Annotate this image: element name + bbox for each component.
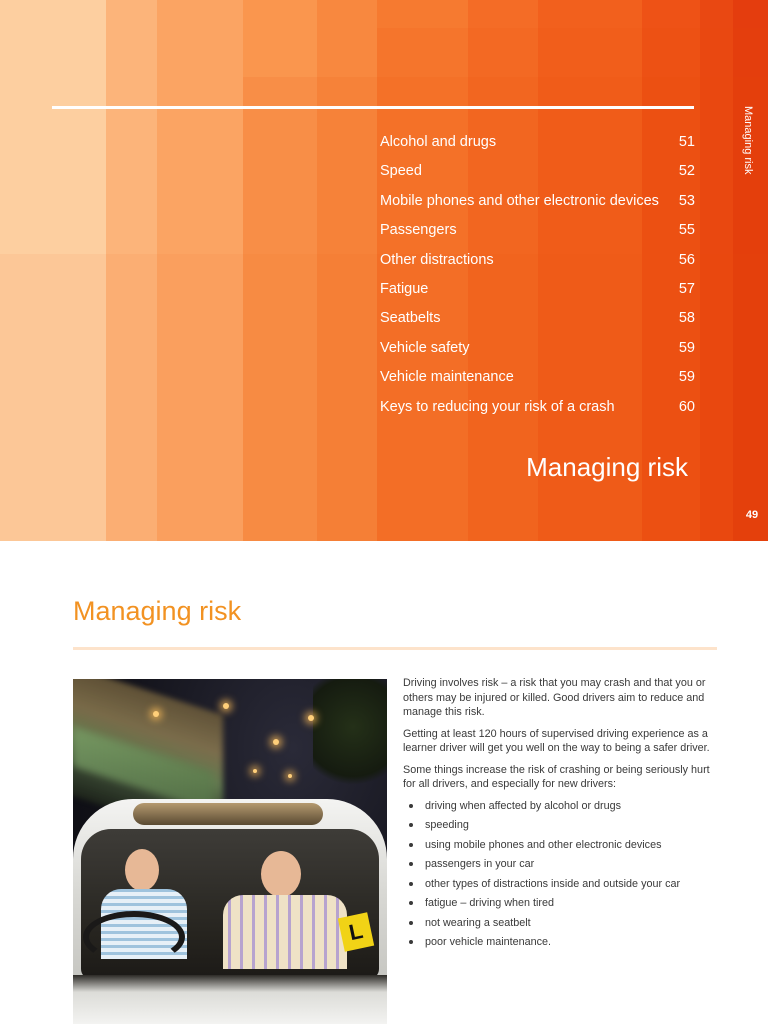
- toc-item-page: 55: [678, 222, 695, 239]
- toc-item-page: 53: [678, 192, 695, 209]
- toc-item[interactable]: [380, 310, 695, 339]
- list-item: [403, 916, 721, 936]
- list-item-text: driving when affected by alcohol or drugs: [425, 799, 622, 812]
- street-light: [153, 711, 159, 717]
- list-item-text: other types of distractions inside and outside your car: [425, 877, 681, 890]
- street-light: [223, 703, 229, 709]
- bullet-icon: [409, 901, 413, 905]
- list-item-text: poor vehicle maintenance.: [425, 936, 552, 948]
- risk-list: [403, 799, 721, 955]
- learner-plate: L: [338, 912, 374, 951]
- toc-item-page: 58: [678, 310, 695, 327]
- side-tab-label: Managing risk: [742, 106, 754, 175]
- page-number: 49: [745, 509, 759, 521]
- learner-driver-head: [125, 849, 159, 891]
- tree-silhouette: [313, 679, 387, 799]
- list-item: [403, 799, 721, 819]
- toc-item[interactable]: [380, 163, 695, 192]
- supervisor-shirt: [223, 895, 347, 969]
- chapter-title: Managing risk: [526, 452, 688, 482]
- toc-item-label: Keys to reducing your risk of a crash: [380, 398, 615, 415]
- bullet-icon: [409, 804, 413, 808]
- toc-item[interactable]: [380, 281, 695, 310]
- toc-item-page: 52: [678, 163, 695, 180]
- toc-item-page: 59: [678, 369, 695, 386]
- bullet-icon: [409, 843, 413, 847]
- bullet-icon: [409, 823, 413, 827]
- car-bonnet: [73, 975, 387, 1024]
- toc-item-page: 57: [678, 280, 695, 297]
- list-item-text: fatigue – driving when tired: [425, 897, 555, 909]
- toc-item-page: 51: [678, 134, 695, 150]
- bullet-icon: [409, 882, 413, 886]
- list-item: [403, 857, 721, 877]
- toc-item-page: 59: [678, 339, 695, 356]
- toc-item[interactable]: [380, 134, 695, 163]
- table-of-contents: [380, 134, 695, 428]
- paragraph: Driving involves risk – a risk that you may crash and that you or others may be injured or killed. Good drivers aim to reduce and manage this risk.: [403, 677, 706, 718]
- list-item: [403, 818, 721, 838]
- toc-item-label: Mobile phones and other electronic devices: [380, 192, 659, 209]
- toc-item-label: Fatigue: [380, 280, 429, 297]
- toc-item[interactable]: [380, 399, 695, 428]
- toc-item[interactable]: [380, 252, 695, 281]
- street-light: [273, 739, 279, 745]
- list-item-text: using mobile phones and other electronic devices: [425, 838, 662, 851]
- toc-item-label: Passengers: [380, 222, 457, 239]
- street-light: [308, 715, 314, 721]
- learner-driver-photo: [73, 679, 387, 1024]
- section-heading: Managing risk: [73, 596, 242, 626]
- toc-item[interactable]: [380, 340, 695, 369]
- steering-wheel: [83, 911, 185, 963]
- toc-item[interactable]: [380, 369, 695, 398]
- list-item: [403, 935, 721, 955]
- bullet-icon: [409, 862, 413, 866]
- list-item: [403, 896, 721, 916]
- toc-item-label: Other distractions: [380, 251, 494, 268]
- toc-item-label: Vehicle safety: [380, 339, 470, 356]
- bullet-icon: [409, 921, 413, 925]
- toc-item[interactable]: [380, 193, 695, 222]
- toc-item-page: 56: [678, 251, 695, 268]
- list-item: [403, 838, 721, 858]
- list-item: [403, 877, 721, 897]
- paragraph: Some things increase the risk of crashing or being seriously hurt for all drivers, and especially for new drivers:: [403, 763, 710, 790]
- toc-item-label: Seatbelts: [380, 310, 441, 327]
- street-light: [253, 769, 257, 773]
- toc-item-page: 60: [678, 398, 695, 415]
- list-item-text: passengers in your car: [425, 858, 535, 870]
- heading-rule: [73, 647, 717, 650]
- toc-item[interactable]: [380, 222, 695, 251]
- supervisor-head: [261, 851, 301, 897]
- paragraph: Getting at least 120 hours of supervised driving experience as a learner driver will get you well on the way to being a safer driver.: [403, 727, 710, 754]
- body-text: [403, 676, 721, 955]
- toc-item-label: Alcohol and drugs: [380, 134, 497, 150]
- car-sunroof: [133, 803, 323, 825]
- chapter-side-tab[interactable]: [733, 106, 763, 206]
- list-item-text: not wearing a seatbelt: [425, 916, 531, 929]
- toc-item-label: Speed: [380, 163, 422, 180]
- bullet-icon: [409, 940, 413, 944]
- street-light: [288, 774, 292, 778]
- divider-rule: [52, 106, 694, 109]
- toc-item-label: Vehicle maintenance: [380, 369, 514, 386]
- list-item-text: speeding: [425, 819, 469, 831]
